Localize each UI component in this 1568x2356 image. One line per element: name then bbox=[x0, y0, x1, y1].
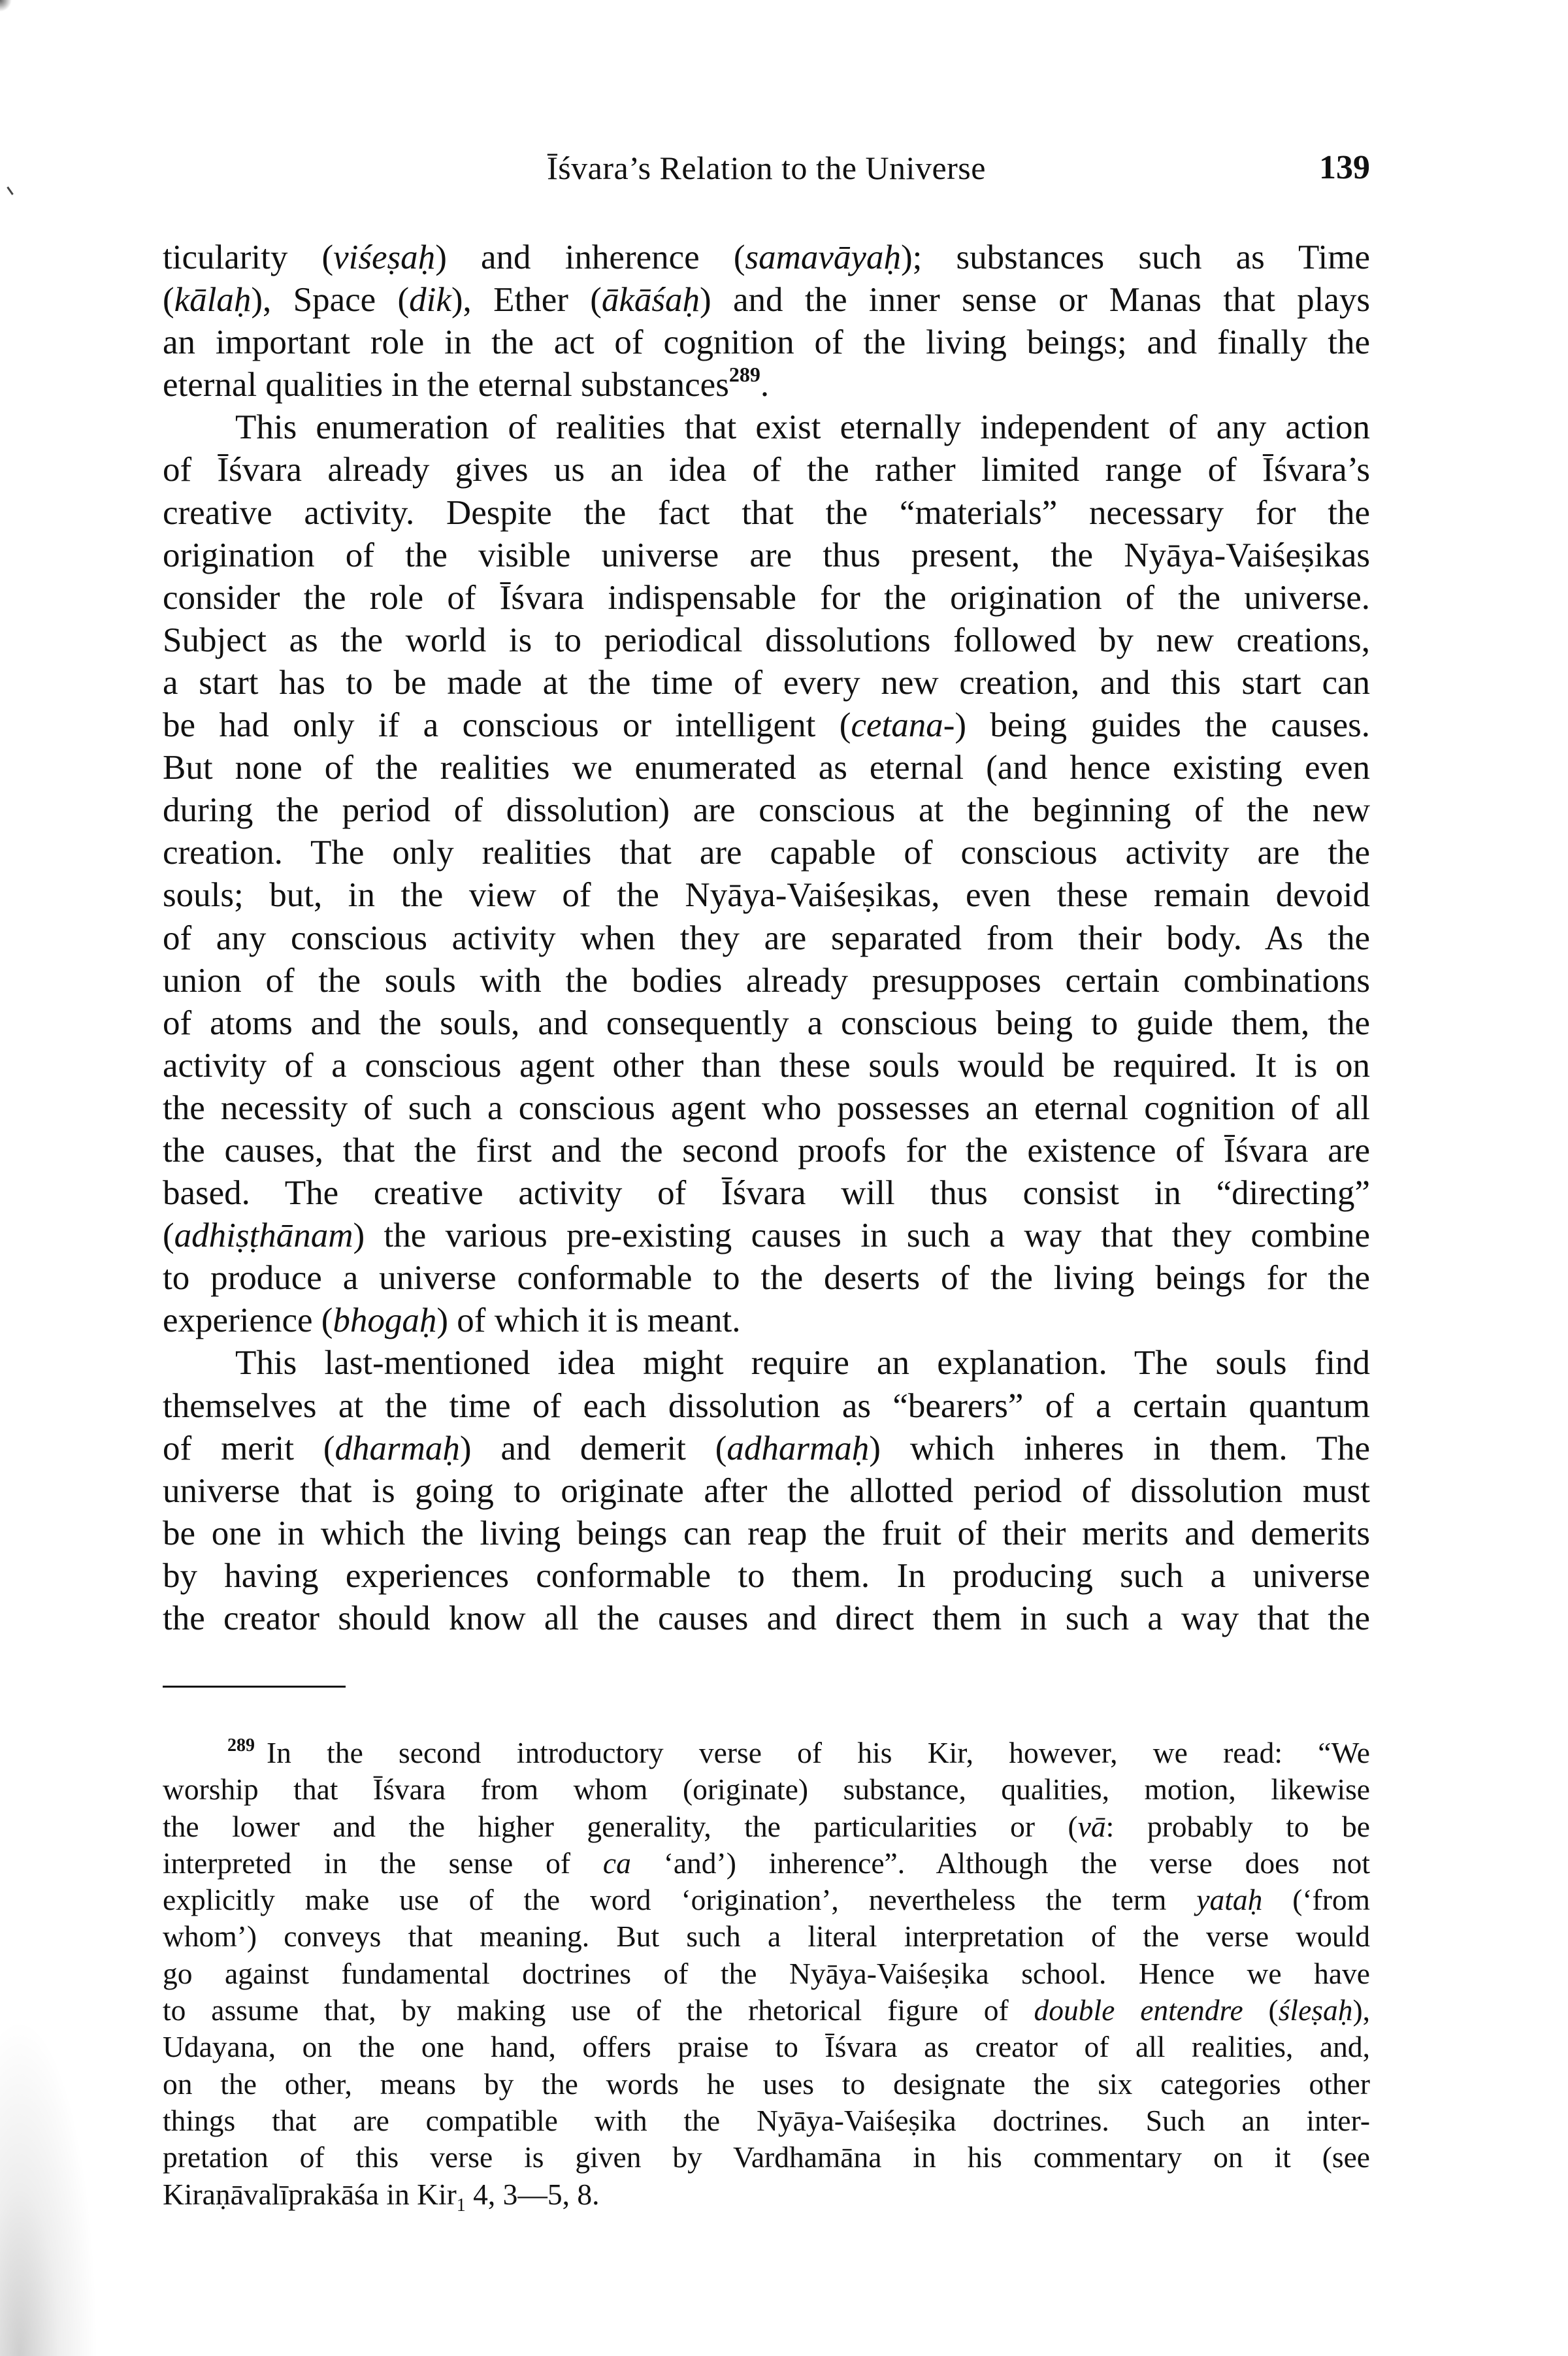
body-line bbox=[163, 1045, 1370, 1087]
italic-term: śleṣaḥ bbox=[1278, 1993, 1353, 2027]
italic-term: dharmaḥ bbox=[335, 1429, 460, 1467]
text-run: to produce a universe conformable to the deserts of the living beings for the bbox=[163, 1259, 1370, 1298]
text-run: consider the role of Īśvara indispensable for the origination of the universe. bbox=[163, 578, 1370, 617]
body-line bbox=[163, 1087, 1370, 1130]
text-run: ), Ether ( bbox=[451, 281, 602, 319]
text-run: based. The creative activity of Īśvara will thus consist in “directing” bbox=[163, 1174, 1370, 1213]
text-run: This last-mentioned idea might require an explanation. The souls find bbox=[235, 1344, 1370, 1383]
text-run: interpreted in the sense of bbox=[163, 1846, 603, 1880]
text-run: ), Space ( bbox=[251, 281, 410, 319]
text-run: activity of a conscious agent other than these souls would be required. It is on bbox=[163, 1046, 1370, 1085]
italic-term: ākāśaḥ bbox=[601, 281, 700, 319]
body-line bbox=[163, 492, 1370, 534]
text-run: during the period of dissolution) are conscious at the beginning of the new bbox=[163, 791, 1370, 830]
text-run: ‘and’) inherence”. Although the verse does not bbox=[630, 1846, 1370, 1880]
body-line bbox=[163, 619, 1370, 662]
text-run: of any conscious activity when they are separated from their body. As the bbox=[163, 919, 1370, 957]
footnote-line bbox=[163, 2176, 1370, 2216]
text-run: ) and demerit ( bbox=[459, 1429, 727, 1467]
footnote-line bbox=[163, 1955, 1370, 1992]
text-run: of atoms and the souls, and consequently a conscious being to guide them, the bbox=[163, 1004, 1370, 1042]
italic-term: viśeṣaḥ bbox=[333, 238, 436, 276]
text-run: worship that Īśvara from whom (originate) substance, qualities, motion, likewise bbox=[163, 1773, 1370, 1807]
text-run: the causes, that the first and the second proofs for the existence of Īśvara are bbox=[163, 1131, 1370, 1170]
text-run: ) of which it is meant. bbox=[436, 1301, 741, 1340]
text-run: themselves at the time of each dissolution as “bearers” of a certain quantum bbox=[163, 1386, 1370, 1425]
page-number: 139 bbox=[1319, 149, 1370, 186]
text-run: . bbox=[760, 366, 770, 404]
body-line bbox=[163, 364, 1370, 406]
subscript: 1 bbox=[456, 2195, 466, 2216]
body-line bbox=[163, 917, 1370, 960]
footnote-line bbox=[163, 1771, 1370, 1808]
body-line bbox=[163, 449, 1370, 491]
footnotes bbox=[163, 1735, 1370, 2216]
footnote-line bbox=[163, 1918, 1370, 1955]
text-run: of merit ( bbox=[163, 1429, 335, 1467]
italic-term: dik bbox=[409, 281, 451, 319]
text-run: In the second introductory verse of his Kir, however, we read: “We bbox=[267, 1736, 1370, 1769]
italic-term: yataḥ bbox=[1196, 1883, 1263, 1917]
body-line bbox=[163, 662, 1370, 704]
footnote-line bbox=[163, 2066, 1370, 2102]
footnote-number: 289 bbox=[227, 1735, 255, 1756]
body-line bbox=[163, 1257, 1370, 1300]
footnote-line bbox=[163, 1845, 1370, 1882]
text-run: union of the souls with the bodies already presupposes certain combinations bbox=[163, 961, 1370, 1000]
italic-term: adhiṣṭhānam bbox=[174, 1217, 353, 1255]
text-run: the creator should know all the causes and direct them in such a way that the bbox=[163, 1599, 1370, 1637]
text-run: pretation of this verse is given by Vardhamāna in his commentary on it (see bbox=[163, 2140, 1370, 2174]
body-line bbox=[163, 1555, 1370, 1597]
text-run: on the other, means by the words he uses to designate the six categories other bbox=[163, 2067, 1370, 2101]
text-run: souls; but, in the view of the Nyāya-Vaiśeṣikas, even these remain devoid bbox=[163, 876, 1370, 915]
text-run: Subject as the world is to periodical dissolutions followed by new creations, bbox=[163, 621, 1370, 659]
body-line bbox=[163, 960, 1370, 1002]
scan-artifact bbox=[0, 0, 12, 12]
text-run: explicitly make use of the word ‘origination’, nevertheless the term bbox=[163, 1883, 1197, 1917]
body-line bbox=[163, 237, 1370, 279]
italic-term: ca bbox=[602, 1846, 631, 1880]
italic-term: double entendre bbox=[1034, 1993, 1243, 2027]
footnote-line bbox=[163, 1735, 1370, 1771]
text-run: ), bbox=[1352, 1993, 1370, 2027]
text-run: a start has to be made at the time of every new creation, and this start can bbox=[163, 663, 1370, 702]
text-run: the lower and the higher generality, the particularities or ( bbox=[163, 1809, 1078, 1843]
text-run: ( bbox=[163, 1217, 174, 1255]
text-run: But none of the realities we enumerated as eternal (and hence existing even bbox=[163, 749, 1370, 787]
body-line bbox=[163, 1428, 1370, 1470]
running-title: Īśvara’s Relation to the Universe bbox=[547, 150, 986, 186]
text-run: : probably to be bbox=[1105, 1809, 1370, 1843]
footnote-line bbox=[163, 2139, 1370, 2176]
text-run: ( bbox=[163, 281, 174, 319]
italic-term: cetana- bbox=[851, 706, 955, 745]
text-run: by having experiences conformable to them. In producing such a universe bbox=[163, 1556, 1370, 1595]
body-line bbox=[163, 1597, 1370, 1640]
body-line bbox=[163, 1215, 1370, 1257]
body-line bbox=[163, 1002, 1370, 1045]
body-line bbox=[163, 832, 1370, 874]
italic-term: samavāyaḥ bbox=[745, 238, 901, 276]
scan-artifact bbox=[7, 186, 13, 195]
text-run: ); substances such as Time bbox=[900, 238, 1371, 276]
body-line bbox=[163, 789, 1370, 832]
text-run: an important role in the act of cognition of the living beings; and finally the bbox=[163, 323, 1370, 362]
text-run: creation. The only realities that are capable of conscious activity are the bbox=[163, 834, 1370, 872]
body-line bbox=[163, 1172, 1370, 1215]
body-line bbox=[163, 1470, 1370, 1513]
italic-term: bhogaḥ bbox=[333, 1301, 437, 1340]
footnote-line bbox=[163, 1808, 1370, 1845]
text-run: This enumeration of realities that exist eternally independent of any action bbox=[235, 408, 1370, 447]
text-run: things that are compatible with the Nyāya-Vaiśeṣika doctrines. Such an inter- bbox=[163, 2103, 1370, 2137]
body-line bbox=[163, 1130, 1370, 1172]
italic-term: kālaḥ bbox=[174, 281, 252, 319]
body-line bbox=[163, 1513, 1370, 1555]
footnote-rule bbox=[163, 1686, 346, 1688]
text-run: ) which inheres in them. The bbox=[869, 1429, 1370, 1467]
text-run: creative activity. Despite the fact that the “materials” necessary for the bbox=[163, 493, 1370, 532]
scan-shadow bbox=[0, 2016, 98, 2356]
text-run: ) and the inner sense or Manas that plays bbox=[700, 281, 1370, 319]
text-run: (‘from bbox=[1262, 1883, 1370, 1917]
text-run: eternal qualities in the eternal substances bbox=[163, 366, 729, 404]
body-line bbox=[163, 321, 1370, 364]
body-line bbox=[163, 1300, 1370, 1342]
text-run: of Īśvara already gives us an idea of the rather limited range of Īśvara’s bbox=[163, 451, 1370, 489]
footnote-line bbox=[163, 2029, 1370, 2065]
text-run: be had only if a conscious or intelligent ( bbox=[163, 706, 851, 745]
body-line bbox=[163, 747, 1370, 789]
footnote-line bbox=[163, 2102, 1370, 2139]
footnote-line bbox=[163, 1882, 1370, 1918]
text-run: be one in which the living beings can reap the fruit of their merits and demerits bbox=[163, 1514, 1370, 1552]
text-run: ) being guides the causes. bbox=[955, 706, 1370, 745]
text-run: origination of the visible universe are thus present, the Nyāya-Vaiśeṣikas bbox=[163, 536, 1370, 574]
text-run: ) and inherence ( bbox=[435, 238, 745, 276]
footnote-reference: 289 bbox=[728, 363, 760, 387]
text-run: ) the various pre-existing causes in such a way that they combine bbox=[353, 1217, 1370, 1255]
running-head bbox=[163, 145, 1370, 191]
body-line bbox=[163, 1342, 1370, 1384]
body-line bbox=[163, 874, 1370, 917]
text-run: whom’) conveys that meaning. But such a literal interpretation of the verse would bbox=[163, 1920, 1370, 1954]
body-line bbox=[163, 1385, 1370, 1428]
italic-term: adharmaḥ bbox=[727, 1429, 870, 1467]
body-line bbox=[163, 704, 1370, 747]
text-run: the necessity of such a conscious agent who possesses an eternal cognition of all bbox=[163, 1088, 1370, 1127]
text-run: go against fundamental doctrines of the Nyāya-Vaiśeṣika school. Hence we have bbox=[163, 1956, 1370, 1990]
text-run: Udayana, on the one hand, offers praise to Īśvara as creator of all realities, and, bbox=[163, 2030, 1370, 2064]
text-run: to assume that, by making use of the rhetorical figure of bbox=[163, 1993, 1034, 2027]
body-text bbox=[163, 237, 1370, 1640]
italic-term: vā bbox=[1077, 1809, 1106, 1843]
body-line bbox=[163, 406, 1370, 449]
text-run: ( bbox=[1243, 1993, 1279, 2027]
footnote-line bbox=[163, 1992, 1370, 2029]
body-line bbox=[163, 577, 1370, 619]
text-run: universe that is going to originate after the allotted period of dissolution must bbox=[163, 1471, 1370, 1510]
text-run: experience ( bbox=[163, 1301, 333, 1340]
body-line bbox=[163, 279, 1370, 321]
text-run: 4, 3—5, 8. bbox=[465, 2177, 600, 2211]
text-run: Kiraṇāvalīprakāśa in Kir bbox=[163, 2177, 457, 2211]
text-run: ticularity ( bbox=[163, 238, 334, 276]
body-line bbox=[163, 534, 1370, 577]
